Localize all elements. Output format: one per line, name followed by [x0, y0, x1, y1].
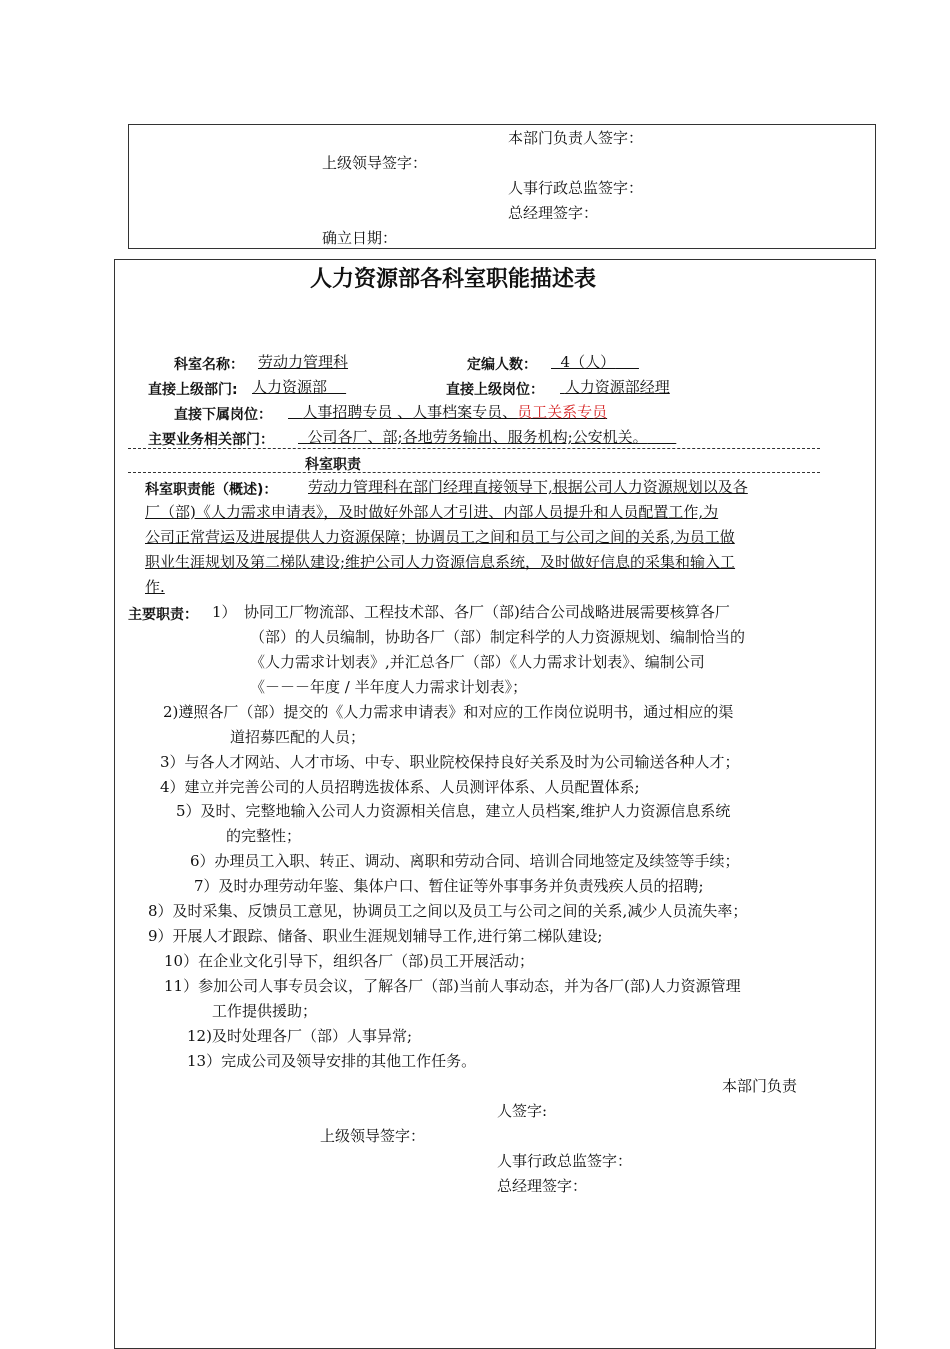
duty-line: 9）开展人才跟踪、储备、职业生涯规划辅导工作,进行第二梯队建设; — [148, 927, 603, 945]
related-dept-label: 主要业务相关部门： — [148, 432, 274, 448]
overview-line-3: 公司正常营运及进展提供人力资源保障；协调员工之间和员工与公司之间的关系,为员工做 — [145, 528, 735, 546]
bottom-hr-director-sign: 人事行政总监签字： — [497, 1152, 633, 1170]
duty-line: 的完整性； — [226, 827, 302, 845]
overview-line-1: 劳动力管理科在部门经理直接领导下,根据公司人力资源规划以及各 — [308, 478, 748, 496]
divider-top — [128, 448, 820, 449]
subordinate-post-value: 人事招聘专员 、人事档案专员、员工关系专员 — [302, 403, 608, 421]
duty-line: 2)遵照各厂（部）提交的《人力需求申请表》和对应的工作岗位说明书，通过相应的渠 — [163, 703, 734, 721]
duty-line: 13）完成公司及领导安排的其他工作任务。 — [187, 1052, 477, 1070]
section-title: 科室职责 — [305, 457, 361, 473]
duties-label: 主要职责： — [128, 607, 198, 623]
room-name-value: 劳动力管理科 — [258, 353, 349, 371]
duty-line: 3）与各人才网站、人才市场、中专、职业院校保持良好关系及时为公司输送各种人才； — [160, 753, 740, 771]
superior-post-label: 直接上级岗位： — [446, 382, 544, 398]
headcount-label: 定编人数： — [467, 357, 537, 373]
duty-line: 8）及时采集、反馈员工意见，协调员工之间以及员工与公司之间的关系,减少人员流失率； — [148, 902, 748, 920]
top-gm-sign: 总经理签字： — [508, 204, 599, 222]
overview-label: 科室职责能（概述)： — [145, 482, 278, 498]
duty-line: 11）参加公司人事专员会议，了解各厂（部)当前人事动态，并为各厂(部)人力资源管理 — [164, 977, 741, 995]
top-superior-sign: 上级领导签字： — [322, 154, 428, 172]
duty-line: 《－－－年度 / 半年度人力需求计划表》； — [250, 678, 528, 696]
overview-line-2: 厂（部)《人力需求申请表》，及时做好外部人才引进、内部人员提升和人员配置工作,为 — [145, 503, 719, 521]
divider-bottom — [128, 472, 820, 473]
bottom-gm-sign: 总经理签字： — [497, 1177, 588, 1195]
room-name-label: 科室名称： — [174, 357, 244, 373]
duty-line: （部）的人员编制，协助各厂（部）制定科学的人力资源规划、编制恰当的 — [250, 628, 746, 646]
duty-line: 7）及时办理劳动年鉴、集体户口、暂住证等外事事务并负责残疾人员的招聘; — [194, 877, 704, 895]
overview-line-4: 职业生涯规划及第二梯队建设;维护公司人力资源信息系统，及时做好信息的采集和输入工 — [145, 553, 736, 571]
page-title: 人力资源部各科室职能描述表 — [310, 267, 597, 292]
superior-dept-label: 直接上级部门: — [148, 382, 238, 398]
top-hr-director-sign: 人事行政总监签字： — [508, 179, 644, 197]
top-signature-box — [128, 124, 876, 249]
duty-line: 道招募匹配的人员； — [230, 728, 366, 746]
headcount-value: 4（人） — [560, 353, 616, 371]
duty-line: 5）及时、完整地输入公司人力资源相关信息，建立人员档案,维护人力资源信息系统 — [176, 802, 731, 820]
duty-line: 10）在企业文化引导下，组织各厂（部)员工开展活动； — [164, 952, 534, 970]
subordinate-post-label: 直接下属岗位： — [174, 407, 272, 423]
top-dept-head-sign: 本部门负责人签字： — [508, 129, 644, 147]
duty-line: 4）建立并完善公司的人员招聘选拔体系、人员测评体系、人员配置体系; — [160, 778, 640, 796]
related-dept-value: 公司各厂、部;各地劳务输出、服务机构;公安机关。 — [307, 428, 648, 446]
overview-line-5: 作. — [145, 578, 165, 596]
bottom-superior-sign: 上级领导签字： — [320, 1127, 426, 1145]
top-date: 确立日期： — [322, 229, 398, 247]
employee-relations-highlight: 员工关系专员 — [517, 403, 608, 421]
duty-line: 1） 协同工厂物流部、工程技术部、各厂（部)结合公司战略进展需要核算各厂 — [212, 603, 730, 621]
bottom-dept-head-sign-b: 人签字: — [497, 1102, 548, 1120]
duty-line: 6）办理员工入职、转正、调动、离职和劳动合同、培训合同地签定及续签等手续； — [190, 852, 740, 870]
duty-line: 工作提供援助； — [212, 1002, 318, 1020]
superior-dept-value: 人力资源部 — [252, 378, 328, 396]
bottom-dept-head-sign-a: 本部门负责 — [722, 1077, 798, 1095]
duty-line: 12)及时处理各厂（部）人事异常; — [187, 1027, 412, 1045]
superior-post-value: 人力资源部经理 — [564, 378, 670, 396]
duty-line: 《人力需求计划表》,并汇总各厂（部）《人力需求计划表》、编制公司 — [250, 653, 705, 671]
